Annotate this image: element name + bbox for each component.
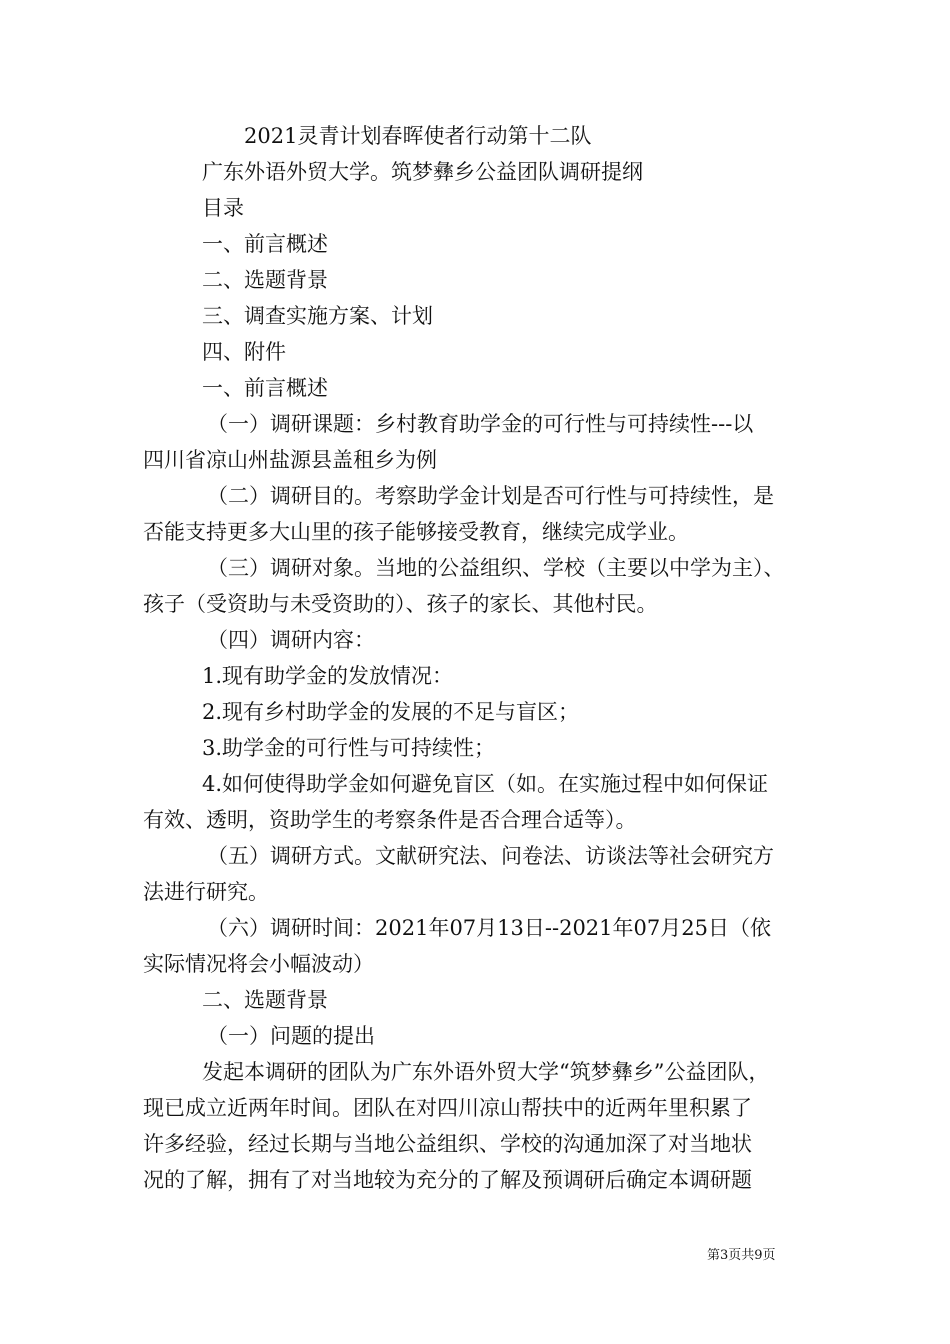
page-number: 第3页共9页 <box>707 1248 776 1263</box>
paragraph-line: 许多经验，经过长期与当地公益组织、学校的沟通加深了对当地状 <box>143 1132 752 1156</box>
paragraph-line: 否能支持更多大山里的孩子能够接受教育，继续完成学业。 <box>143 520 689 544</box>
document-subtitle: 广东外语外贸大学。筑梦彝乡公益团队调研提纲 <box>202 160 643 184</box>
section-heading: 一、前言概述 <box>202 376 328 400</box>
paragraph-line: 况的了解，拥有了对当地较为充分的了解及预调研后确定本调研题 <box>143 1168 752 1192</box>
subsection-heading: （一）问题的提出 <box>207 1024 375 1048</box>
list-item-continuation: 有效、透明，资助学生的考察条件是否合理合适等）。 <box>143 808 637 832</box>
paragraph-line: 现已成立近两年时间。团队在对四川凉山帮扶中的近两年里积累了 <box>143 1096 752 1120</box>
subsection-heading: （四）调研内容： <box>207 628 375 652</box>
document-title: 2021灵青计划春晖使者行动第十二队 <box>244 124 592 148</box>
toc-item: 二、选题背景 <box>202 268 328 292</box>
paragraph-line: 实际情况将会小幅波动） <box>143 952 374 976</box>
toc-item: 一、前言概述 <box>202 232 328 256</box>
paragraph-line: （二）调研目的。考察助学金计划是否可行性与可持续性，是 <box>207 484 774 508</box>
paragraph-line: （六）调研时间：2021年07月13日--2021年07月25日（依 <box>207 916 771 940</box>
paragraph-line: 法进行研究。 <box>143 880 269 904</box>
list-item: 1.现有助学金的发放情况： <box>202 664 454 688</box>
toc-item: 四、附件 <box>202 340 286 364</box>
paragraph-line: （一）调研课题：乡村教育助学金的可行性与可持续性---以 <box>207 412 754 436</box>
list-item: 2.现有乡村助学金的发展的不足与盲区； <box>202 700 580 724</box>
toc-heading: 目录 <box>202 196 244 220</box>
list-item: 4.如何使得助学金如何避免盲区（如。在实施过程中如何保证 <box>202 772 769 796</box>
toc-item: 三、调查实施方案、计划 <box>202 304 433 328</box>
paragraph-line: 发起本调研的团队为广东外语外贸大学“筑梦彝乡”公益团队， <box>202 1060 770 1084</box>
section-heading: 二、选题背景 <box>202 988 328 1012</box>
paragraph-line: （三）调研对象。当地的公益组织、学校（主要以中学为主）、 <box>207 556 785 580</box>
paragraph-line: 四川省凉山州盐源县盖租乡为例 <box>143 448 437 472</box>
list-item: 3.助学金的可行性与可持续性； <box>202 736 496 760</box>
paragraph-line: （五）调研方式。文献研究法、问卷法、访谈法等社会研究方 <box>207 844 774 868</box>
paragraph-line: 孩子（受资助与未受资助的）、孩子的家长、其他村民。 <box>143 592 658 616</box>
document-body <box>143 118 808 1198</box>
